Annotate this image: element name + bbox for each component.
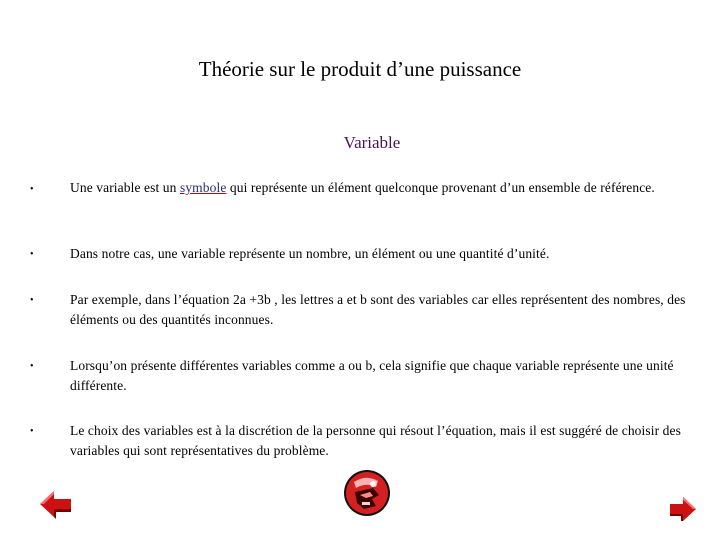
back-button[interactable] <box>38 488 74 520</box>
list-item: Par exemple, dans l’équation 2a +3b , les lettres a et b sont des variables car elles représentent des nombres, des éléments ou des quantités inconnues. <box>70 292 686 327</box>
symbole-link[interactable]: symbole <box>179 180 227 195</box>
list-item: Le choix des variables est à la discrétion de la personne qui résout l’équation, mais il est suggéré de choisir des variables qui sont représentatives du problème. <box>70 423 681 458</box>
forward-button[interactable] <box>668 494 698 524</box>
section-heading: Variable <box>343 133 401 152</box>
right-arrow-icon <box>668 494 698 524</box>
list-item-text: Une variable est un <box>70 180 180 195</box>
page-title: Théorie sur le produit d’une puissance <box>198 57 522 81</box>
left-arrow-icon <box>38 488 74 520</box>
list-item: Dans notre cas, une variable représente un nombre, un élément ou une quantité d’unité. <box>70 246 550 261</box>
bullet: • <box>30 184 34 195</box>
bullet: • <box>30 295 34 306</box>
home-emblem-icon <box>342 468 392 518</box>
bullet: • <box>30 361 34 372</box>
list-item-text: qui représente un élément quelconque provenant d’un ensemble de référence. <box>226 180 655 195</box>
bullet: • <box>30 249 34 260</box>
list-item <box>70 178 695 198</box>
list-item: Lorsqu’on présente différentes variables comme a ou b, cela signifie que chaque variable représente une unité différente. <box>70 358 674 393</box>
bullet: • <box>30 426 34 437</box>
home-emblem[interactable] <box>342 468 392 518</box>
